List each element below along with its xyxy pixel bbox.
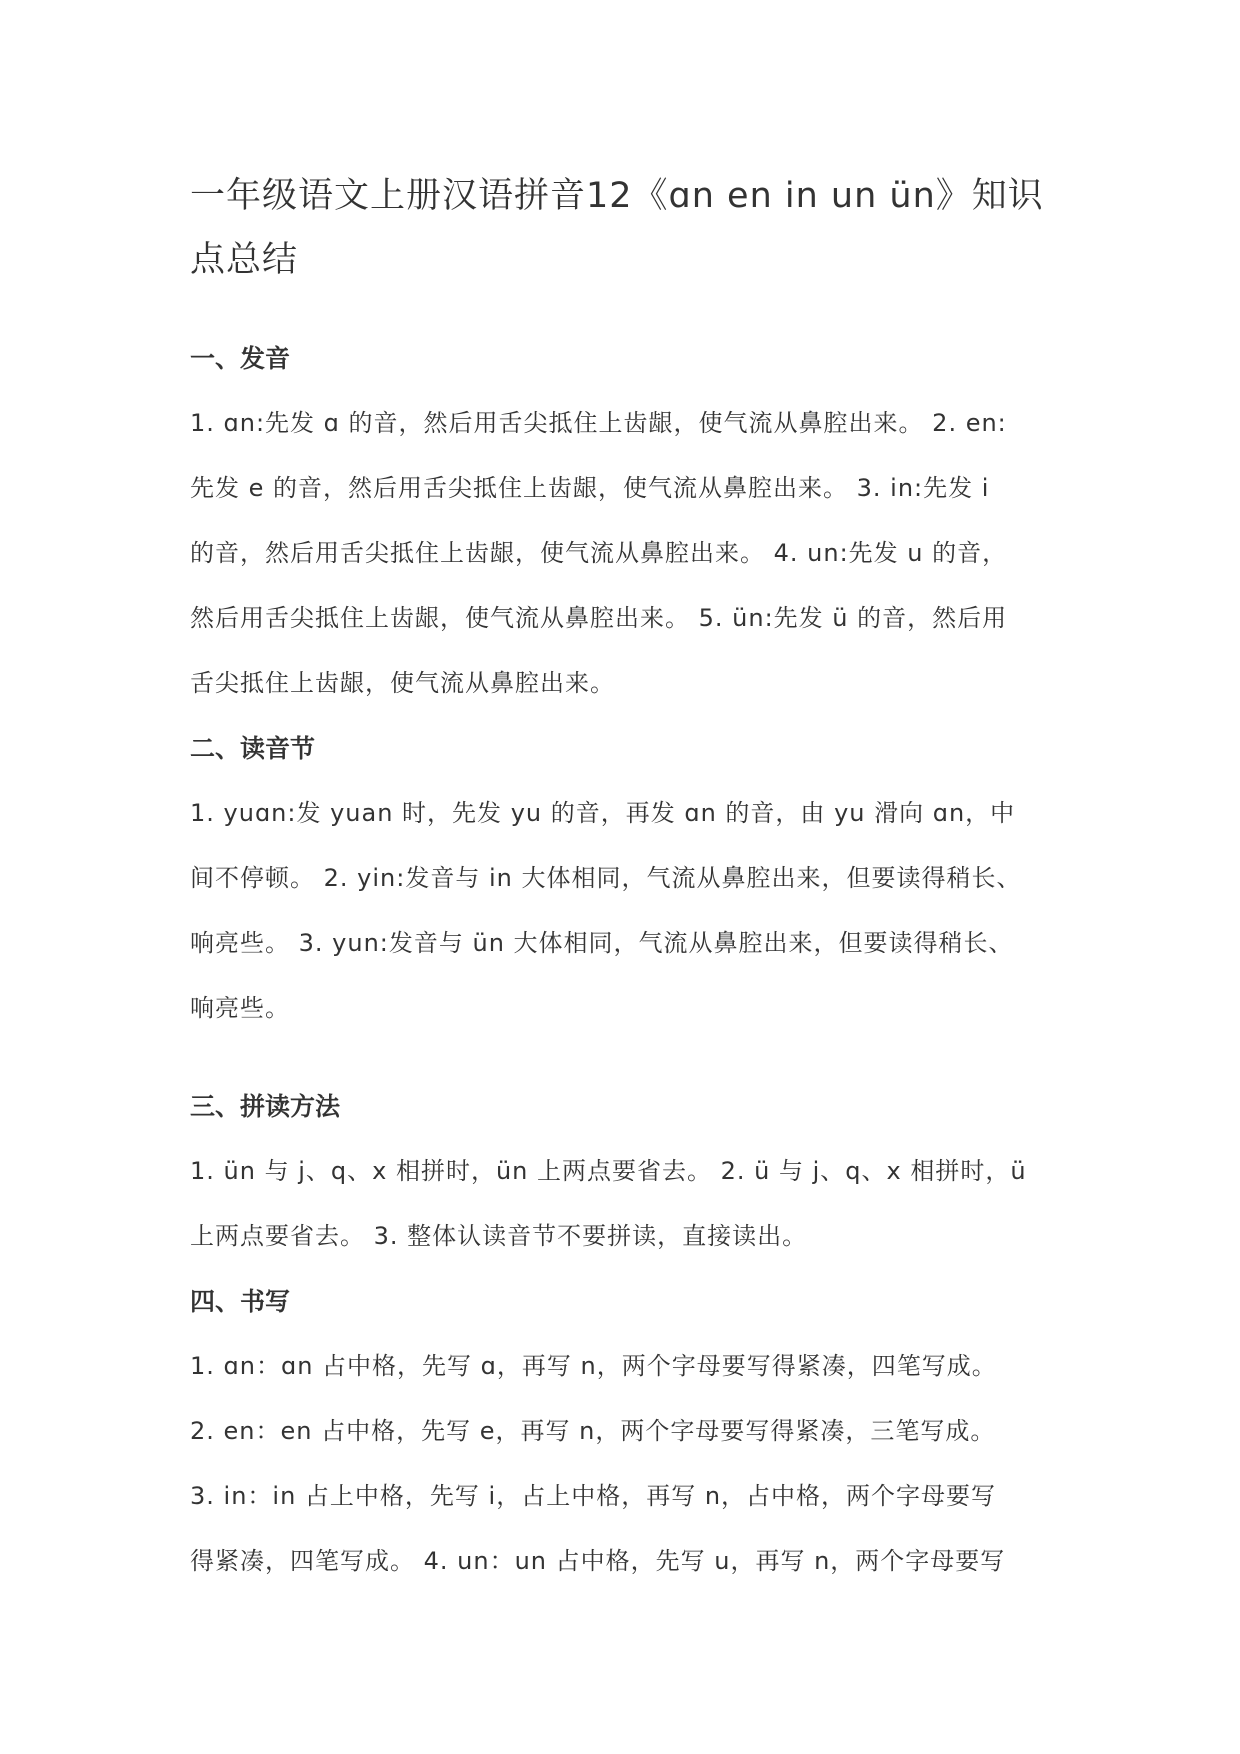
paragraph-line: 得紧凑，四笔写成。 4. un：un 占中格，先写 u，再写 n，两个字母要写 <box>190 1547 1006 1575</box>
paragraph-line: 1. yuɑn:发 yuan 时，先发 yu 的音，再发 ɑn 的音，由 yu 滑向 ɑn，中 <box>190 799 1016 827</box>
paragraph-line: 上两点要省去。 3. 整体认读音节不要拼读，直接读出。 <box>190 1222 808 1250</box>
section-pronunciation <box>190 326 1070 716</box>
section-paragraph <box>190 781 1070 1041</box>
section-heading: 三、拼读方法 <box>190 1092 341 1121</box>
section-paragraph <box>190 1334 1070 1594</box>
section-heading: 二、读音节 <box>190 734 316 763</box>
paragraph-line: 先发 e 的音，然后用舌尖抵住上齿龈，使气流从鼻腔出来。 3. in:先发 i <box>190 474 990 502</box>
document-content <box>190 164 1070 1594</box>
paragraph-line: 舌尖抵住上齿龈，使气流从鼻腔出来。 <box>190 669 615 697</box>
section-paragraph <box>190 1139 1070 1269</box>
section-syllables <box>190 716 1070 1041</box>
paragraph-line: 2. en：en 占中格，先写 e，再写 n，两个字母要写得紧凑，三笔写成。 <box>190 1417 996 1445</box>
paragraph-line: 间不停顿。 2. yin:发音与 in 大体相同，气流从鼻腔出来，但要读得稍长、 <box>190 864 1022 892</box>
section-spelling-method <box>190 1074 1070 1269</box>
paragraph-line: 1. ün 与 j、q、x 相拼时，ün 上两点要省去。 2. ü 与 j、q、x 相拼时，ü <box>190 1157 1027 1185</box>
paragraph-line: 1. ɑn:先发 ɑ 的音，然后用舌尖抵住上齿龈，使气流从鼻腔出来。 2. en: <box>190 409 1007 437</box>
section-heading: 四、书写 <box>190 1287 291 1316</box>
paragraph-line: 1. ɑn：ɑn 占中格，先写 ɑ，再写 n，两个字母要写得紧凑，四笔写成。 <box>190 1352 997 1380</box>
section-paragraph <box>190 391 1070 716</box>
paragraph-line: 然后用舌尖抵住上齿龈，使气流从鼻腔出来。 5. ün:先发 ü 的音，然后用 <box>190 604 1008 632</box>
document-title <box>190 164 1070 292</box>
paragraph-line: 3. in：in 占上中格，先写 i，占上中格，再写 n，占中格，两个字母要写 <box>190 1482 997 1510</box>
title-line: 点总结 <box>190 240 299 280</box>
paragraph-line: 响亮些。 <box>190 994 290 1022</box>
section-heading: 一、发音 <box>190 344 291 373</box>
paragraph-line: 的音，然后用舌尖抵住上齿龈，使气流从鼻腔出来。 4. un:先发 u 的音， <box>190 539 1008 567</box>
section-writing <box>190 1269 1070 1594</box>
title-line: 一年级语文上册汉语拼音12《ɑn en in un ün》知识 <box>190 176 1044 216</box>
paragraph-line: 响亮些。 3. yun:发音与 ün 大体相同，气流从鼻腔出来，但要读得稍长、 <box>190 929 1014 957</box>
